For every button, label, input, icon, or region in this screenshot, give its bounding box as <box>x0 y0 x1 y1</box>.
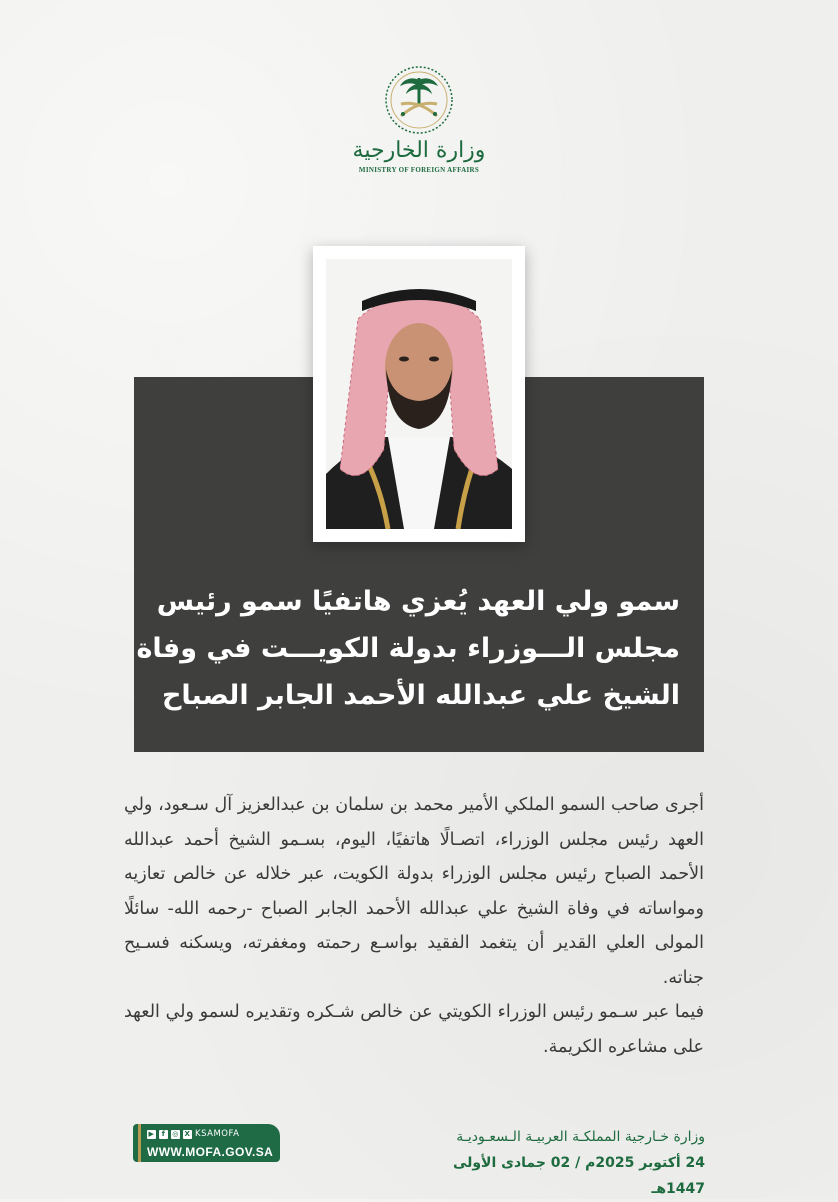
portrait-frame <box>313 246 525 542</box>
headline-line-2: مجلس الـــوزراء بدولة الكويـــت في وفاة <box>136 633 680 664</box>
body-paragraph-2: فيما عبر سـمو رئيس الوزراء الكويتي عن خالص شـكره وتقديره لسمو ولي العهد على مشاعره الكريمة. <box>124 1002 704 1057</box>
social-row <box>147 1128 280 1140</box>
x-icon[interactable]: X <box>184 1129 191 1138</box>
social-handle: KSAMOFA <box>195 1129 240 1139</box>
social-badge <box>133 1124 280 1162</box>
logo-english-name: MINISTRY OF FOREIGN AFFAIRS <box>358 166 480 174</box>
article-body <box>124 788 704 1064</box>
footer-date: 24 أكتوبر 2025م / 02 جمادى الأولى 1447هـ <box>452 1155 705 1197</box>
instagram-icon[interactable]: ◎ <box>172 1129 179 1138</box>
footer-info <box>405 1124 705 1202</box>
logo-arabic-name: وزارة الخارجية <box>352 138 486 163</box>
portrait-photo <box>326 259 512 529</box>
badge-accent-line <box>138 1124 141 1162</box>
facebook-icon[interactable]: f <box>159 1130 168 1139</box>
headline-line-1: سمو ولي العهد يُعزي هاتفيًا سمو رئيس <box>156 586 680 617</box>
palm-and-swords-emblem-icon <box>383 64 455 136</box>
body-paragraph-1: أجرى صاحب السمو الملكي الأمير محمد بن سلمان بن عبدالعزيز آل سـعود، ولي العهد رئيس مجلس الوزراء، اتصـالًا هاتفيًا، اليوم، بسـمو الشيخ أحمد عبدالله الأحمد الصباح رئيس مجلس الوزراء بدولة الكويت، عبر خلاله عن خالص تعازيه ومواساته في وفاة الشيخ علي عبدالله الأحمد الجابر الصباح -رحمه الله- سائلًا المولى العلي القدير أن يتغمد الفقيد بواسـع رحمته ومغفرته، ويسكنه فسـيح جناته. <box>124 795 704 988</box>
youtube-icon[interactable]: ▶ <box>148 1129 155 1138</box>
footer-ministry-line: وزارة خـارجية المملكـة العربيـة الـسعـوديـة <box>456 1129 705 1145</box>
ministry-logo <box>349 64 489 184</box>
headline-title <box>136 578 680 719</box>
website-link[interactable]: WWW.MOFA.GOV.SA <box>147 1145 274 1159</box>
headline-line-3: الشيخ علي عبدالله الأحمد الجابر الصباح <box>161 680 680 711</box>
